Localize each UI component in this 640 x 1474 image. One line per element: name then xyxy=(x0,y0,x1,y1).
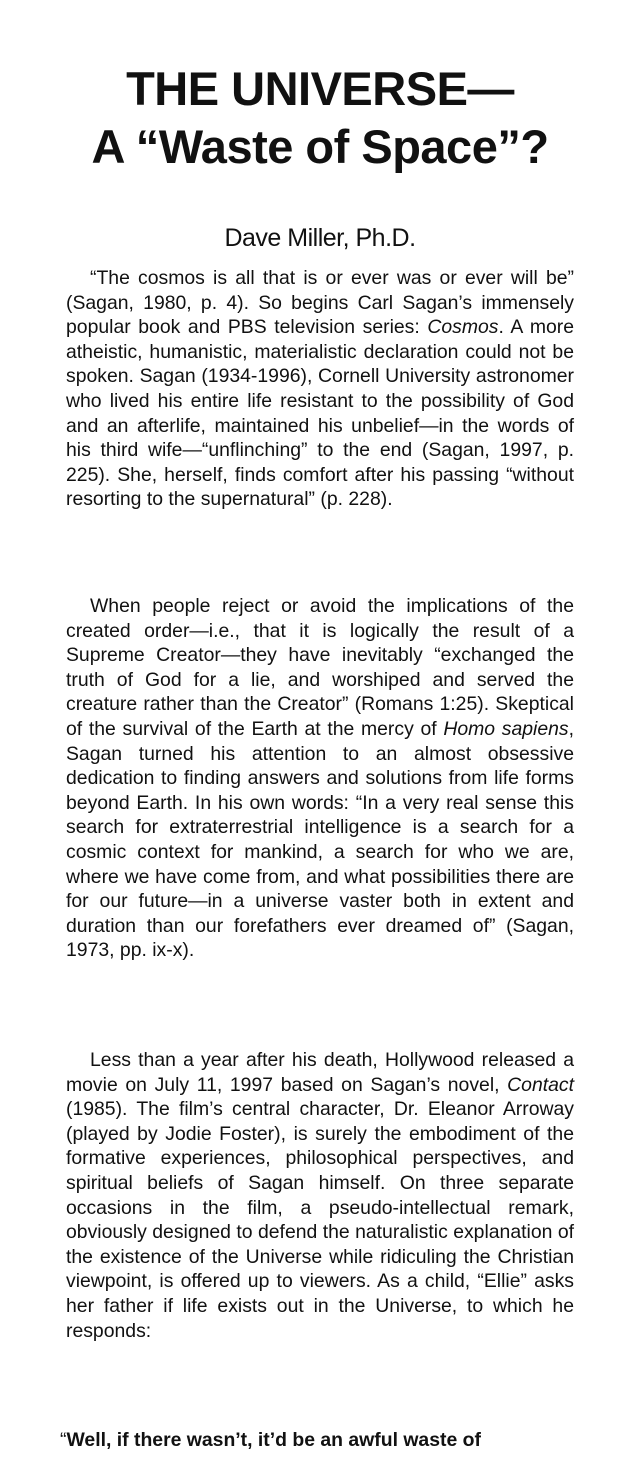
open-quote: “ xyxy=(60,1429,67,1451)
paragraph-1-text: “The cosmos is all that is or ever was or ever will be” (Sagan, 1980, p. 4). So begins Carl Sagan’s immensely popular book and PBS television series: Cosmos. A more atheistic, humanistic, materialistic declaration could not be spoken. Sagan (1934-1996), Cornell University astronomer who lived his entire life resistant to the possibility of God and an afterlife, maintained his unbelief—in the words of his third wife—“unflinching” to the end (Sagan, 1997, p. 225). She, herself, finds comfort after his passing “without resorting to the supernatural” (p. 228). xyxy=(66,267,574,511)
bold-quote-text: Well, if there wasn’t, it’d be an awful waste of xyxy=(66,1429,481,1451)
quoted-line xyxy=(60,1428,576,1453)
book-title-cosmos: Cosmos xyxy=(427,316,499,339)
paragraph-2 xyxy=(66,594,574,963)
paragraph-2-text: When people reject or avoid the implications of the created order—i.e., that it is logically the result of a Supreme Creator—they have inevitably “exchanged the truth of God for a lie, and worshiped and served the creature rather than the Creator” (Romans 1:25). Skeptical of the survival of the Earth at the mercy of Homo sapiens, Sagan turned his attention to an almost obsessive dedication to finding answers and solutions from life forms beyond Earth. In his own words: “In a very real sense this search for extraterrestrial intelligence is a search for a cosmic context for mankind, a search for who we are, where we have come from, and what possibilities there are for our future—in a universe vaster both in extent and duration than our forefathers ever dreamed of” (Sagan, 1973, pp. ix-x). xyxy=(66,595,574,962)
author-byline: Dave Miller, Ph.D. xyxy=(224,224,416,252)
paragraph-3 xyxy=(66,1048,574,1343)
species-name-homo-sapiens: Homo sapiens xyxy=(443,717,569,740)
paragraph-3-text: Less than a year after his death, Hollywood released a movie on July 11, 1997 based on Sagan’s novel, Contact (1985). The film’s central character, Dr. Eleanor Arroway (played by Jodie Foster), is surely the embodiment of the formative experiences, philosophical perspectives, and spiritual beliefs of Sagan himself. On three separate occasions in the film, a pseudo-intellectual remark, obviously designed to defend the naturalistic explanation of the existence of the Universe while ridiculing the Christian viewpoint, is offered up to viewers. As a child, “Ellie” asks her father if life exists out in the Universe, to which he responds: xyxy=(66,1049,574,1342)
title-line-1: THE UNIVERSE— xyxy=(126,62,514,115)
article-title xyxy=(0,60,640,176)
novel-title-contact: Contact xyxy=(507,1073,574,1096)
title-line-2: A “Waste of Space”? xyxy=(91,120,549,173)
paragraph-1 xyxy=(66,266,574,512)
